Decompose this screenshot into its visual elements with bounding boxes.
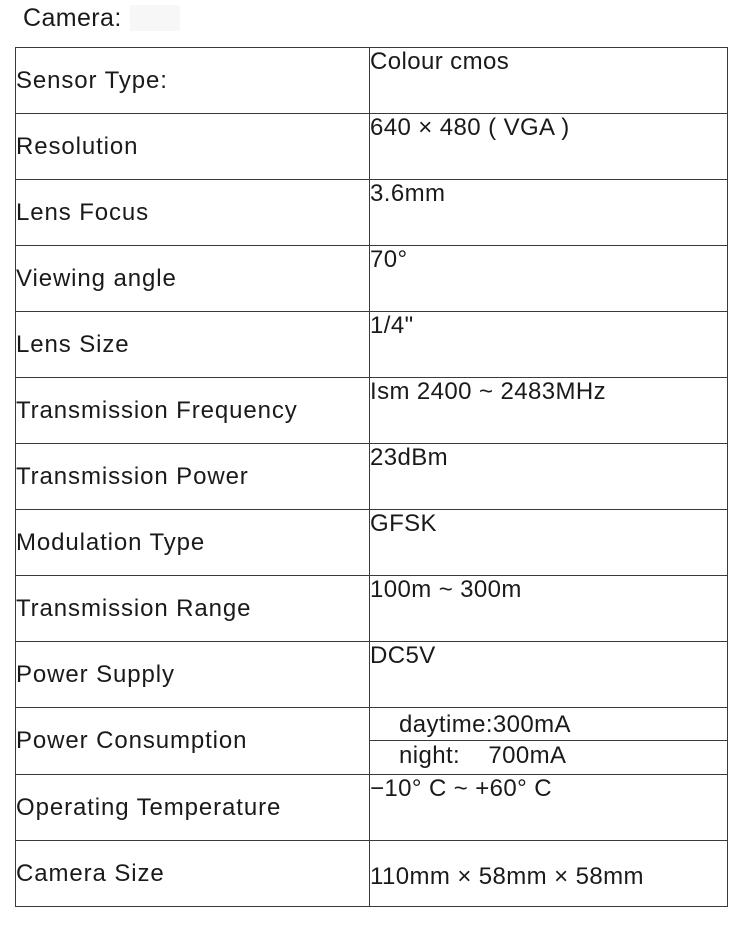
table-row <box>16 114 728 180</box>
spec-value: Colour cmos <box>370 48 728 114</box>
spec-value: 1/4" <box>370 312 728 378</box>
table-row <box>16 180 728 246</box>
table-row <box>16 312 728 378</box>
spec-label: Lens Size <box>16 312 370 378</box>
spec-value: GFSK <box>370 510 728 576</box>
table-row <box>16 510 728 576</box>
spec-label: Resolution <box>16 114 370 180</box>
spec-label: Power Supply <box>16 642 370 708</box>
table-row <box>16 378 728 444</box>
table-row <box>16 775 728 841</box>
spec-label: Camera Size <box>16 841 370 907</box>
spec-value-daytime: daytime:300mA <box>370 708 727 741</box>
spec-value: −10° C ~ +60° C <box>370 775 728 841</box>
table-row <box>16 246 728 312</box>
table-row <box>16 708 728 775</box>
table-row <box>16 444 728 510</box>
spec-value: 23dBm <box>370 444 728 510</box>
table-row <box>16 576 728 642</box>
spec-value: DC5V <box>370 642 728 708</box>
spec-label: Modulation Type <box>16 510 370 576</box>
spec-value: 640 × 480 ( VGA ) <box>370 114 728 180</box>
spec-label: Lens Focus <box>16 180 370 246</box>
spec-label: Power Consumption <box>16 708 370 775</box>
spec-value: 3.6mm <box>370 180 728 246</box>
spec-label: Sensor Type: <box>16 48 370 114</box>
table-row <box>16 841 728 907</box>
spec-value-night: night: 700mA <box>399 742 567 769</box>
camera-spec-table <box>15 47 728 907</box>
spec-value-split <box>370 708 728 775</box>
spec-label: Operating Temperature <box>16 775 370 841</box>
table-row <box>16 48 728 114</box>
spec-value: Ism 2400 ~ 2483MHz <box>370 378 728 444</box>
table-row <box>16 642 728 708</box>
spec-value: 100m ~ 300m <box>370 576 728 642</box>
spec-label: Transmission Power <box>16 444 370 510</box>
spec-value: 70° <box>370 246 728 312</box>
section-heading-label: Camera: <box>23 4 122 32</box>
spec-label: Transmission Frequency <box>16 378 370 444</box>
section-heading <box>23 4 180 33</box>
spec-label: Transmission Range <box>16 576 370 642</box>
spec-label: Viewing angle <box>16 246 370 312</box>
spec-value: 110mm × 58mm × 58mm <box>370 841 728 907</box>
heading-highlight-patch <box>130 5 180 31</box>
